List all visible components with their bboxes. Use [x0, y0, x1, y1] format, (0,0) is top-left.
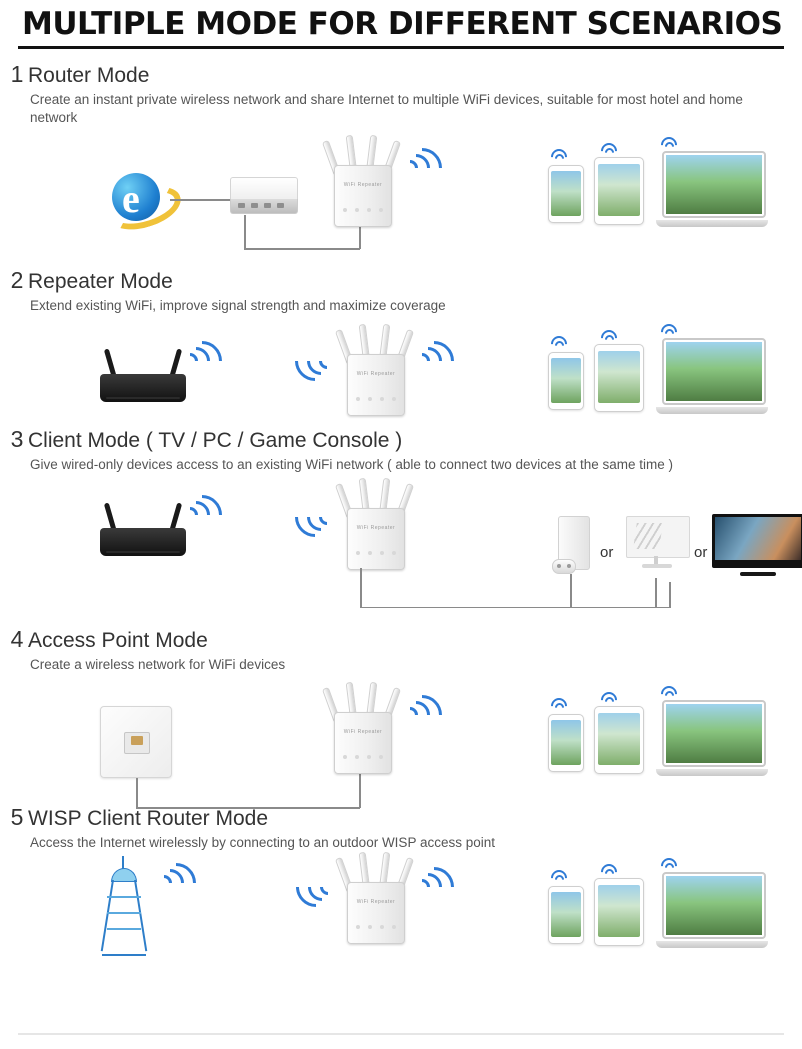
section-wisp-client-router-mode [0, 804, 802, 972]
modem-front [230, 199, 298, 214]
tablet-device [594, 157, 644, 225]
wifi-extender-device [338, 482, 412, 568]
laptop-wifi-icon [658, 320, 678, 336]
section-2-number: 2 [10, 267, 24, 294]
section-2-description: Extend existing WiFi, improve signal strength and maximize coverage [30, 298, 446, 314]
laptop-device [656, 151, 768, 227]
pc-monitor-device [626, 516, 688, 570]
or-label-1: or [600, 543, 614, 561]
extender-brand-label: WiFi Repeater [356, 370, 396, 377]
section-3-heading [0, 426, 802, 453]
wifi-extender-device [338, 856, 412, 942]
tablet-device [594, 344, 644, 412]
cable-modem-extender [244, 248, 360, 250]
phone-wifi-icon [548, 694, 568, 710]
laptop-wifi-icon [658, 682, 678, 698]
section-1-description: Create an instant private wireless network and share Internet to multiple WiFi devices, suitable for most hotel and home network [30, 92, 743, 126]
extender-brand-label: WiFi Repeater [356, 899, 396, 906]
footer-divider [18, 1033, 784, 1035]
cable-extender-up [359, 223, 361, 249]
tv-panel [712, 514, 802, 568]
section-2-heading [0, 267, 802, 294]
section-4-number: 4 [10, 625, 24, 652]
laptop-device [656, 338, 768, 414]
monitor-panel [626, 516, 690, 558]
monitor-foot [642, 564, 672, 568]
section-router-mode [0, 61, 802, 267]
section-5-description: Access the Internet wirelessly by connecting to an outdoor WISP access point [30, 835, 495, 851]
section-3-diagram [0, 474, 802, 626]
wireless-router-device [100, 502, 186, 556]
wisp-tower [98, 856, 150, 956]
section-4-heading [0, 626, 802, 653]
extender-body [334, 165, 392, 227]
ie-letter: e [122, 176, 140, 222]
section-4-title: Access Point Mode [28, 628, 208, 652]
modem-device [230, 177, 296, 217]
cable-modem-down [244, 215, 246, 249]
laptop-wifi-icon [658, 854, 678, 870]
smartphone-device [548, 165, 584, 223]
laptop-wifi-icon [658, 133, 678, 149]
router-body [100, 374, 186, 402]
wifi-signal-icon [398, 143, 438, 187]
extender-wifi-signal-right-icon [410, 336, 450, 380]
extender-brand-label: WiFi Repeater [356, 524, 396, 531]
section-repeater-mode [0, 267, 802, 425]
smartphone-device [548, 352, 584, 410]
ethernet-wall-socket [100, 706, 172, 778]
internet-browser-icon [108, 169, 170, 227]
cable-globe-modem [170, 199, 232, 201]
tower-leg-right [134, 880, 147, 951]
tower-wifi-signal-icon [152, 858, 192, 902]
tablet-device [594, 878, 644, 946]
smartphone-device [548, 714, 584, 772]
section-1-diagram [0, 127, 802, 267]
router-wifi-signal-icon [178, 490, 218, 534]
extender-brand-label: WiFi Repeater [343, 729, 383, 736]
cable-to-monitor [655, 578, 657, 608]
cable-to-tv [669, 582, 671, 608]
phone-wifi-icon [548, 866, 568, 882]
rj45-jack [124, 732, 150, 754]
tablet-device [594, 706, 644, 774]
section-1-heading [0, 61, 802, 88]
section-client-mode [0, 426, 802, 626]
cable-extender-down [360, 568, 362, 608]
wifi-extender-device [325, 139, 399, 225]
section-3-title: Client Mode ( TV / PC / Game Console ) [28, 428, 403, 452]
laptop-device [656, 872, 768, 948]
extender-wifi-signal-left-icon [296, 862, 336, 906]
section-1-number: 1 [10, 61, 24, 87]
extender-wifi-signal-right-icon [410, 862, 450, 906]
cable-to-console [570, 574, 572, 608]
tower-leg-left [101, 880, 114, 951]
tower-base [102, 954, 146, 956]
section-4-description: Create a wireless network for WiFi devices [30, 656, 286, 672]
extender-wifi-signal-left-icon [295, 336, 335, 380]
laptop-device [656, 700, 768, 776]
section-2-title: Repeater Mode [28, 270, 173, 294]
or-label-2: or [694, 543, 708, 561]
phone-wifi-icon [548, 332, 568, 348]
smartphone-device [548, 886, 584, 944]
section-5-diagram [0, 852, 802, 972]
cable-bus [360, 607, 670, 609]
section-5-heading [0, 804, 802, 831]
extender-wifi-signal-icon [398, 690, 438, 734]
extender-wifi-signal-left-icon [295, 492, 335, 536]
phone-wifi-icon [548, 145, 568, 161]
console-gamepad [552, 559, 576, 574]
tv-foot [740, 572, 776, 576]
wifi-extender-device [338, 328, 412, 414]
router-wifi-signal-icon [178, 336, 218, 380]
wireless-router-device [100, 348, 186, 402]
extender-leds [343, 206, 383, 214]
section-2-diagram [0, 316, 802, 426]
smart-tv-device [712, 514, 802, 576]
section-5-number: 5 [10, 804, 24, 831]
tablet-wifi-icon [598, 860, 618, 876]
page-title: MULTIPLE MODE FOR DIFFERENT SCENARIOS [22, 6, 783, 42]
title-divider [18, 46, 784, 49]
wifi-extender-device [325, 686, 399, 772]
section-4-diagram [0, 674, 802, 804]
section-access-point-mode [0, 626, 802, 804]
section-1-title: Router Mode [28, 64, 150, 87]
tablet-wifi-icon [598, 688, 618, 704]
cable-extender-up [359, 770, 361, 808]
tablet-wifi-icon [598, 139, 618, 155]
tablet-wifi-icon [598, 326, 618, 342]
extender-brand-label: WiFi Repeater [343, 182, 383, 189]
game-console-device [552, 516, 592, 574]
section-3-number: 3 [10, 425, 24, 452]
section-5-title: WISP Client Router Mode [28, 807, 269, 831]
section-3-description: Give wired-only devices access to an existing WiFi network ( able to connect two devices at the same time ) [30, 456, 674, 472]
